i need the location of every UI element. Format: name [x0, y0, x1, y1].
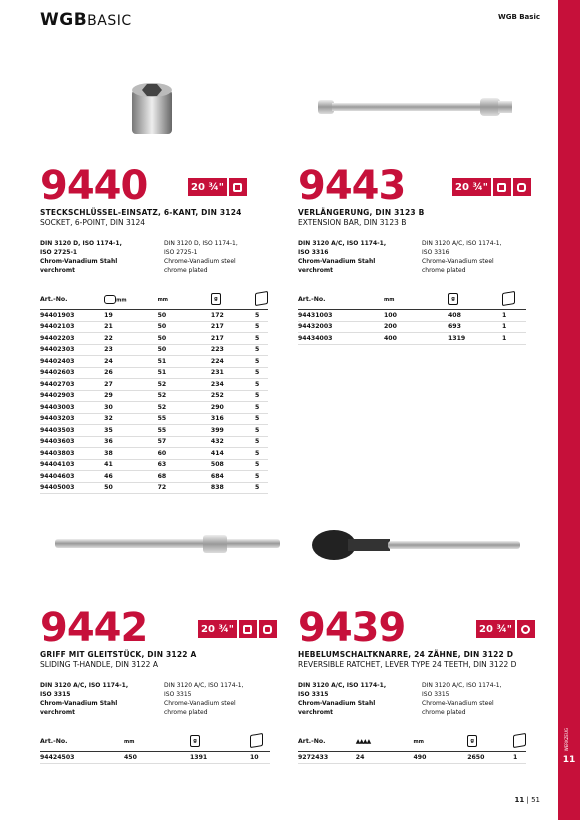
table-cell: 68 — [158, 471, 211, 483]
product-title: GRIFF MIT GLEITSTÜCK, DIN 3122 A — [40, 650, 197, 659]
mm-icon: mm — [413, 738, 424, 745]
table-cell: 21 — [104, 321, 157, 333]
table-cell: 234 — [211, 379, 255, 391]
table-cell: 94403603 — [40, 436, 104, 448]
table-cell: 94402103 — [40, 321, 104, 333]
table-cell: 399 — [211, 425, 255, 437]
table-cell: 94434003 — [298, 333, 384, 345]
table-cell: 94424503 — [40, 752, 124, 764]
table-cell: 51 — [158, 356, 211, 368]
box-icon — [513, 732, 526, 747]
table-cell: 508 — [211, 459, 255, 471]
table-cell: 94402303 — [40, 344, 104, 356]
mm-icon: mm — [384, 296, 395, 303]
col-box — [502, 289, 526, 310]
table-cell: 223 — [211, 344, 255, 356]
table-cell: 94402403 — [40, 356, 104, 368]
table-cell: 24 — [356, 752, 414, 764]
table-row — [40, 471, 268, 483]
table-cell: 36 — [104, 436, 157, 448]
spec-de-line: verchromt — [298, 709, 333, 716]
table-cell: 414 — [211, 448, 255, 460]
product-9442 — [40, 605, 288, 764]
table-cell: 94401903 — [40, 310, 104, 322]
table-cell: 200 — [384, 321, 448, 333]
spec-en-line: Chrome-Vanadium steel — [422, 258, 494, 265]
table-cell: 94403203 — [40, 413, 104, 425]
logo-sub: BASIC — [87, 13, 132, 29]
table-cell: 29 — [104, 390, 157, 402]
table-cell: 38 — [104, 448, 157, 460]
col-art-no: Art.-No. — [40, 731, 124, 752]
table-cell: 27 — [104, 379, 157, 391]
table-cell: 94402203 — [40, 333, 104, 345]
product-subtitle: REVERSIBLE RATCHET, LEVER TYPE 24 TEETH, DIN 3122 D — [298, 660, 517, 669]
table-row — [40, 752, 270, 764]
table-cell: 94432003 — [298, 321, 384, 333]
spec-en-line: chrome plated — [164, 709, 208, 716]
table-cell: 1 — [502, 310, 526, 322]
table-cell: 94405003 — [40, 482, 104, 494]
socket-icon — [104, 295, 116, 304]
weight-icon: g — [467, 735, 477, 747]
table-row — [40, 459, 268, 471]
spec-de-line: verchromt — [298, 267, 333, 274]
col-length — [413, 731, 467, 752]
table-cell: 19 — [104, 310, 157, 322]
table-cell: 1 — [502, 321, 526, 333]
col-box — [255, 289, 268, 310]
col-art-no: Art.-No. — [40, 289, 104, 310]
table-cell: 231 — [211, 367, 255, 379]
weight-icon: g — [190, 735, 200, 747]
col-length — [124, 731, 190, 752]
square-drive-icon — [259, 620, 277, 638]
table-cell: 450 — [124, 752, 190, 764]
sidebar-tab — [558, 0, 580, 820]
table-cell: 26 — [104, 367, 157, 379]
logo-main: WGB — [40, 10, 88, 30]
table-row — [40, 413, 268, 425]
spec-de-line: DIN 3120 A/C, ISO 1174-1, — [298, 682, 387, 689]
table-cell: 52 — [158, 390, 211, 402]
product-title: STECKSCHLÜSSEL-EINSATZ, 6-KANT, DIN 3124 — [40, 208, 242, 217]
product-table — [298, 289, 526, 345]
square-drive-icon — [229, 178, 247, 196]
col-teeth — [356, 731, 414, 752]
table-cell: 1 — [502, 333, 526, 345]
spec-en-line: DIN 3120 D, ISO 1174-1, — [164, 240, 238, 247]
square-drive-icon — [493, 178, 511, 196]
spec-de-line: Chrom-Vanadium Stahl — [40, 258, 118, 265]
table-cell: 50 — [158, 310, 211, 322]
box-icon — [250, 732, 263, 747]
page-number: 11 | 51 — [514, 796, 540, 804]
table-cell: 94403503 — [40, 425, 104, 437]
extension-bar-image — [318, 92, 518, 122]
spec-en-line: ISO 3316 — [422, 249, 450, 256]
table-row — [40, 321, 268, 333]
table-row — [40, 390, 268, 402]
spec-de-line: Chrom-Vanadium Stahl — [298, 700, 376, 707]
socket-image — [128, 80, 176, 138]
table-cell: 5 — [255, 402, 268, 414]
table-cell: 94404603 — [40, 471, 104, 483]
product-9443 — [298, 163, 546, 345]
spec-en-line: DIN 3120 A/C, ISO 1174-1, — [164, 682, 244, 689]
table-cell: 94402903 — [40, 390, 104, 402]
col-box — [513, 731, 526, 752]
product-number: 9442 — [40, 605, 148, 651]
table-row — [40, 333, 268, 345]
product-9439 — [298, 605, 546, 764]
table-cell: 50 — [104, 482, 157, 494]
table-cell: 5 — [255, 425, 268, 437]
table-cell: 55 — [158, 413, 211, 425]
spec-en-line: Chrome-Vanadium steel — [164, 258, 236, 265]
table-row — [40, 448, 268, 460]
table-row — [40, 367, 268, 379]
table-cell: 5 — [255, 344, 268, 356]
product-number: 9439 — [298, 605, 406, 651]
table-cell: 94403003 — [40, 402, 104, 414]
table-cell: 94402603 — [40, 367, 104, 379]
spec-en-line: Chrome-Vanadium steel — [422, 700, 494, 707]
table-cell: 30 — [104, 402, 157, 414]
spec-de-line: verchromt — [40, 709, 75, 716]
table-cell: 24 — [104, 356, 157, 368]
product-number: 9443 — [298, 163, 406, 209]
spec-en-line: ISO 2725-1 — [164, 249, 198, 256]
spec-de-line: ISO 3315 — [40, 691, 71, 698]
mm-icon: mm — [124, 738, 135, 745]
table-cell: 32 — [104, 413, 157, 425]
drive-size-badge: 20 ¾" — [476, 620, 515, 638]
page-total: 51 — [531, 796, 540, 804]
table-cell: 9272433 — [298, 752, 356, 764]
table-cell: 432 — [211, 436, 255, 448]
col-length — [384, 289, 448, 310]
spec-en-line: Chrome-Vanadium steel — [164, 700, 236, 707]
table-row — [298, 310, 526, 322]
col-weight — [448, 289, 502, 310]
col-art-no: Art.-No. — [298, 731, 356, 752]
circle-drive-icon — [517, 620, 535, 638]
table-cell: 5 — [255, 367, 268, 379]
table-cell: 63 — [158, 459, 211, 471]
sidebar-page: 11 — [562, 755, 576, 765]
table-cell: 217 — [211, 333, 255, 345]
col-box — [250, 731, 270, 752]
table-row — [40, 425, 268, 437]
spec-en-line: chrome plated — [422, 267, 466, 274]
table-cell: 490 — [413, 752, 467, 764]
table-row — [298, 752, 526, 764]
spec-en-line: chrome plated — [164, 267, 208, 274]
table-cell: 1391 — [190, 752, 250, 764]
table-row — [298, 333, 526, 345]
col-length — [158, 289, 211, 310]
spec-en-line: DIN 3120 A/C, ISO 1174-1, — [422, 240, 502, 247]
table-cell: 5 — [255, 482, 268, 494]
table-cell: 51 — [158, 367, 211, 379]
col-weight — [467, 731, 513, 752]
table-cell: 5 — [255, 310, 268, 322]
spec-de-line: ISO 2725-1 — [40, 249, 78, 256]
spec-block — [40, 681, 288, 717]
product-subtitle: SOCKET, 6-POINT, DIN 3124 — [40, 218, 146, 227]
table-cell: 252 — [211, 390, 255, 402]
table-row — [40, 356, 268, 368]
spec-block — [298, 681, 546, 717]
table-cell: 5 — [255, 448, 268, 460]
spec-block — [298, 239, 546, 275]
table-cell: 55 — [158, 425, 211, 437]
table-row — [298, 321, 526, 333]
table-cell: 52 — [158, 379, 211, 391]
table-row — [40, 436, 268, 448]
table-cell: 1 — [513, 752, 526, 764]
product-number: 9440 — [40, 163, 148, 209]
table-cell: 5 — [255, 356, 268, 368]
box-icon — [502, 290, 515, 305]
box-icon — [255, 290, 268, 305]
brand-logo — [40, 10, 132, 30]
spec-de-line: ISO 3316 — [298, 249, 329, 256]
table-cell: 100 — [384, 310, 448, 322]
table-cell: 224 — [211, 356, 255, 368]
spec-de-line: verchromt — [40, 267, 75, 274]
table-cell: 46 — [104, 471, 157, 483]
page-current: 11 — [514, 796, 525, 804]
table-cell: 57 — [158, 436, 211, 448]
weight-icon: g — [448, 293, 458, 305]
weight-icon: g — [211, 293, 221, 305]
table-cell: 5 — [255, 379, 268, 391]
table-cell: 10 — [250, 752, 270, 764]
square-drive-icon — [239, 620, 257, 638]
spec-de-line: DIN 3120 A/C, ISO 1174-1, — [298, 240, 387, 247]
table-cell: 5 — [255, 390, 268, 402]
table-cell: 5 — [255, 471, 268, 483]
table-row — [40, 344, 268, 356]
table-row — [40, 379, 268, 391]
table-cell: 290 — [211, 402, 255, 414]
product-9440 — [40, 163, 288, 494]
table-cell: 400 — [384, 333, 448, 345]
square-drive-icon — [513, 178, 531, 196]
product-title: VERLÄNGERUNG, DIN 3123 B — [298, 208, 425, 217]
table-cell: 50 — [158, 344, 211, 356]
table-cell: 50 — [158, 333, 211, 345]
table-cell: 172 — [211, 310, 255, 322]
teeth-icon: ▲▲▲▲ — [355, 737, 371, 745]
spec-en-line: ISO 3315 — [164, 691, 192, 698]
table-row — [40, 310, 268, 322]
table-cell: 408 — [448, 310, 502, 322]
table-cell: 316 — [211, 413, 255, 425]
product-table — [40, 731, 270, 764]
table-cell: 94404103 — [40, 459, 104, 471]
spec-en-line: chrome plated — [422, 709, 466, 716]
t-handle-image — [55, 532, 287, 556]
spec-block — [40, 239, 288, 275]
table-cell: 693 — [448, 321, 502, 333]
table-cell: 94402703 — [40, 379, 104, 391]
spec-de-line: DIN 3120 A/C, ISO 1174-1, — [40, 682, 129, 689]
spec-de-line: DIN 3120 D, ISO 1174-1, — [40, 240, 122, 247]
ratchet-image — [312, 528, 524, 562]
spec-de-line: Chrom-Vanadium Stahl — [40, 700, 118, 707]
spec-en-line: ISO 3315 — [422, 691, 450, 698]
table-cell: 217 — [211, 321, 255, 333]
table-cell: 22 — [104, 333, 157, 345]
table-cell: 41 — [104, 459, 157, 471]
product-title: HEBELUMSCHALTKNARRE, 24 ZÄHNE, DIN 3122 D — [298, 650, 514, 659]
drive-size-badge: 20 ¾" — [188, 178, 227, 196]
table-row — [40, 482, 268, 494]
table-row — [40, 402, 268, 414]
table-cell: 5 — [255, 459, 268, 471]
table-cell: 94431003 — [298, 310, 384, 322]
table-cell: 5 — [255, 413, 268, 425]
col-art-no: Art.-No. — [298, 289, 384, 310]
table-cell: 35 — [104, 425, 157, 437]
col-size: mm — [104, 289, 157, 310]
spec-en-line: DIN 3120 A/C, ISO 1174-1, — [422, 682, 502, 689]
col-weight — [190, 731, 250, 752]
table-cell: 94403803 — [40, 448, 104, 460]
product-subtitle: EXTENSION BAR, DIN 3123 B — [298, 218, 407, 227]
table-cell: 2650 — [467, 752, 513, 764]
table-cell: 5 — [255, 436, 268, 448]
table-cell: 60 — [158, 448, 211, 460]
sidebar-vertical-text: WERKZEUG — [564, 728, 569, 752]
col-weight — [211, 289, 255, 310]
table-cell: 23 — [104, 344, 157, 356]
spec-de-line: ISO 3315 — [298, 691, 329, 698]
table-cell: 684 — [211, 471, 255, 483]
product-subtitle: SLIDING T-HANDLE, DIN 3122 A — [40, 660, 158, 669]
product-table — [40, 289, 268, 494]
mm-icon: mm — [157, 296, 168, 303]
drive-size-badge: 20 ¾" — [452, 178, 491, 196]
brand-right: WGB Basic — [497, 13, 540, 21]
table-cell: 50 — [158, 321, 211, 333]
table-cell: 72 — [158, 482, 211, 494]
drive-size-badge: 20 ¾" — [198, 620, 237, 638]
table-cell: 5 — [255, 333, 268, 345]
product-table — [298, 731, 526, 764]
table-cell: 5 — [255, 321, 268, 333]
table-cell: 52 — [158, 402, 211, 414]
table-cell: 1319 — [448, 333, 502, 345]
spec-de-line: Chrom-Vanadium Stahl — [298, 258, 376, 265]
table-cell: 838 — [211, 482, 255, 494]
